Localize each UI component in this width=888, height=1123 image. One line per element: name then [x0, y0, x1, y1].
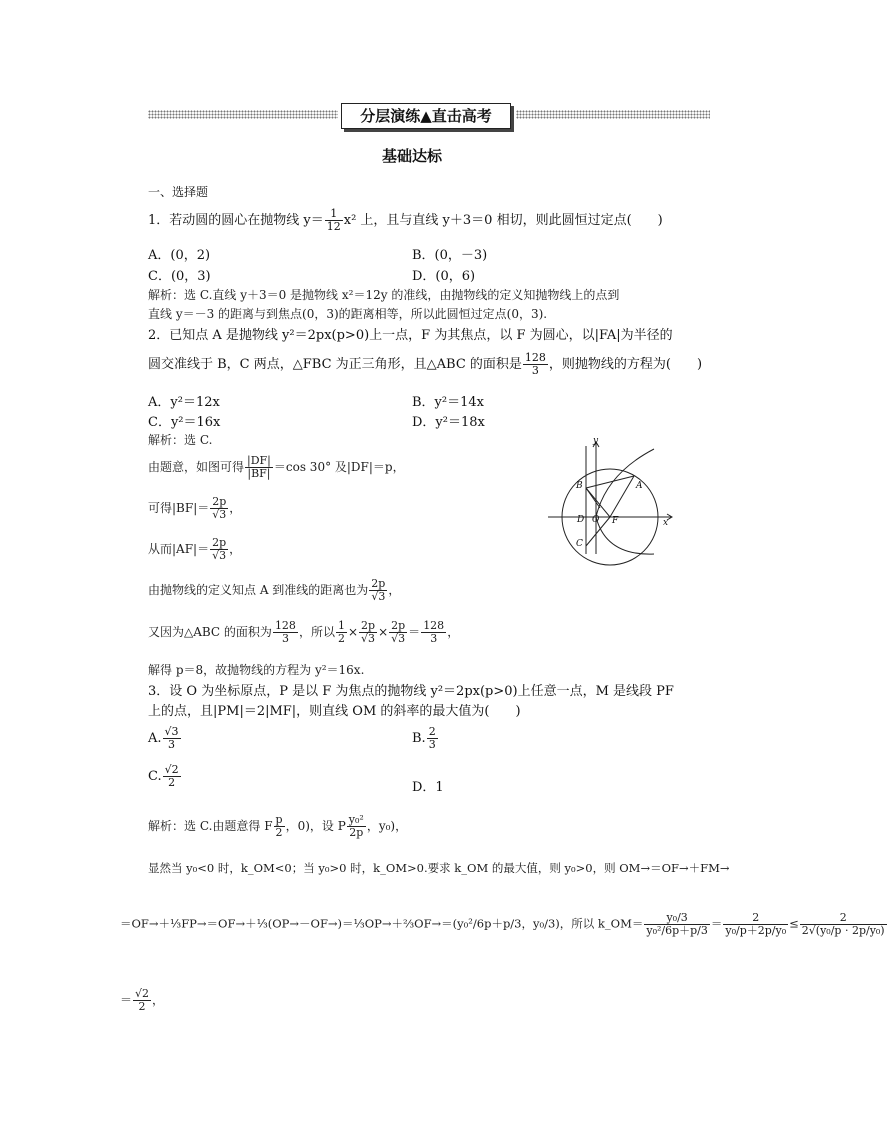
q2-l4a: 由抛物线的定义知点 A 到准线的距离也为	[148, 583, 369, 597]
q2-l4b: ，	[388, 583, 401, 597]
q2-option-c: C．y²＝16x	[148, 415, 221, 430]
q1-frac-num: 1	[325, 208, 343, 221]
q3-an3-eq: ＝	[710, 916, 723, 931]
q2-l2b: ，	[229, 501, 242, 515]
q1-option-a: A．(0，2)	[148, 248, 211, 263]
q2-l3-den: √3	[212, 549, 227, 562]
q3-opt-b-num: 2	[428, 725, 436, 738]
header-dots-right	[516, 110, 710, 119]
q3-analysis-2: 显然当 y₀<0 时，k_OM<0；当 y₀>0 时，k_OM>0.要求 k_OM 的最大值，则 y₀>0，则 OM→＝OF→＋FM→	[148, 861, 730, 875]
q2-l3a: 从而|AF|＝	[148, 542, 210, 556]
q2-area-num: 128	[524, 351, 546, 364]
q3-an3-le: ≤	[789, 916, 799, 931]
q3-stem-2: 上的点，且|PM|＝2|MF|，则直线 OM 的斜率的最大值为( )	[148, 704, 521, 719]
q3-an3-f1-den: y₀²/6p＋p/3	[646, 924, 708, 937]
q2-l5-frac-a	[359, 620, 377, 645]
fig-parabola	[596, 449, 654, 554]
q3-opt-c-label: C.	[148, 769, 162, 784]
q3-opt-a-den: 3	[168, 738, 176, 751]
q2-analysis-head: 解析：选 C.	[148, 433, 213, 447]
q2-l5-b-num: 2p	[391, 619, 406, 632]
q3-an4b: ，	[152, 993, 165, 1007]
q3-an3-f1-num: y₀/3	[644, 912, 710, 925]
q2-l5-res-num: 128	[423, 619, 445, 632]
q2-l5-half-den: 2	[337, 632, 345, 645]
q2-line-6: 解得 p＝8，故抛物线的方程为 y²＝16x.	[148, 663, 365, 677]
q2-l2-num: 2p	[212, 495, 227, 508]
q3-an3-f2-num: 2	[723, 912, 788, 925]
q1-frac-den: 12	[326, 220, 341, 233]
q3-option-b	[412, 726, 439, 751]
q3-an3: ＝OF→＋⅓FP→＝OF→＋⅓(OP→－OF→)＝⅓OP→＋⅔OF→＝(y₀²/6p＋p/3，y₀/3)，所以 k_OM＝	[120, 916, 644, 931]
q2-l5-area-den: 3	[281, 632, 289, 645]
q3-option-d: D．1	[412, 780, 444, 795]
q2-l4-frac	[369, 578, 387, 603]
header-dots-left	[148, 110, 338, 119]
q3-an4-frac	[133, 988, 151, 1013]
q2-l3-num: 2p	[212, 536, 227, 549]
q3-opt-c-frac	[163, 764, 181, 789]
q1-stem-b: x² 上，且与直线 y＋3＝0 相切，则此圆恒过定点( )	[343, 213, 663, 228]
q3-an3-frac-2	[723, 912, 788, 937]
q2-l3-frac	[210, 537, 228, 562]
q2-option-b: B．y²＝14x	[412, 395, 484, 410]
q2-l5a: 又因为△ABC 的面积为	[148, 625, 272, 639]
q3-an3-frac-3	[800, 912, 887, 937]
q3-an3-f2-den: y₀/p＋2p/y₀	[725, 924, 787, 937]
q2-line-5	[148, 620, 459, 645]
q3-option-a	[148, 726, 182, 751]
fig-label-o: O	[592, 515, 600, 525]
q3-analysis-4	[120, 988, 164, 1013]
q3-an4-num: √2	[135, 987, 150, 1000]
q2-stem-2a: 圆交准线于 B，C 两点，△FBC 为正三角形，且△ABC 的面积是	[148, 357, 522, 372]
fig-label-y: y	[593, 436, 599, 446]
q2-l5-frac-b	[389, 620, 407, 645]
q3-opt-a-label: A.	[148, 731, 162, 746]
q3-an3-f3-den: 2√(y₀/p · 2p/y₀)	[801, 924, 885, 937]
q3-an1-frac-f	[274, 814, 285, 839]
q2-option-a: A．y²＝12x	[148, 395, 220, 410]
q2-line-2	[148, 496, 241, 521]
q2-l5-a-num: 2p	[361, 619, 376, 632]
q1-analysis-1: 解析：选 C.直线 y＋3＝0 是抛物线 x²＝12y 的准线，由抛物线的定义知抛物线上的点到	[148, 288, 620, 302]
q3-an1b: ，0)，设 P	[285, 819, 346, 833]
q2-area-frac	[523, 352, 548, 377]
q2-figure	[546, 436, 676, 558]
q3-an4-den: 2	[138, 1000, 146, 1013]
q2-l5-a-den: √3	[361, 632, 376, 645]
q3-stem-1: 3．设 O 为坐标原点，P 是以 F 为焦点的抛物线 y²＝2px(p>0)上任意一点，M 是线段 PF	[148, 684, 674, 699]
section-banner: 分层演练▲直击高考	[341, 103, 511, 129]
fig-line-bd	[586, 488, 600, 508]
q2-l1-den: |BF|	[247, 467, 271, 480]
sub-banner: 基础达标	[356, 144, 468, 168]
q2-area-den: 3	[531, 364, 539, 377]
q3-opt-c-num: √2	[164, 763, 179, 776]
q3-an1-frac-p	[347, 814, 366, 839]
q3-opt-b-frac	[427, 726, 438, 751]
q1-stem	[148, 208, 663, 233]
q3-opt-c-den: 2	[168, 776, 176, 789]
q3-opt-a-num: √3	[164, 725, 179, 738]
q2-l5-area-num: 128	[274, 619, 296, 632]
q3-an4a: ＝	[120, 993, 133, 1007]
q2-l1b: ＝cos 30° 及|DF|＝p，	[273, 460, 405, 474]
q2-l5-b-den: √3	[391, 632, 406, 645]
q2-l3b: ，	[229, 542, 242, 556]
q2-l5-half-num: 1	[337, 619, 345, 632]
q3-opt-a-frac	[163, 726, 181, 751]
q1-option-b: B．(0，－3)	[412, 248, 488, 263]
fig-label-a: A	[636, 481, 643, 491]
q3-an1-p-num: y₀²	[348, 813, 364, 826]
q1-stem-a: 1．若动圆的圆心在抛物线 y＝	[148, 213, 324, 228]
q3-an1-f-num: p	[275, 813, 283, 826]
q3-opt-b-label: B.	[412, 731, 426, 746]
q3-analysis-3	[120, 912, 888, 937]
q2-line-1	[148, 455, 405, 480]
q3-an3-frac-1	[644, 912, 710, 937]
q1-fraction	[325, 208, 343, 233]
fig-label-x: x	[663, 518, 669, 528]
q2-l5-frac-res	[421, 620, 446, 645]
q2-line-3	[148, 537, 241, 562]
q2-l5-frac-area	[273, 620, 298, 645]
q2-l2-den: √3	[212, 508, 227, 521]
q3-an1a: 解析：选 C.由题意得 F	[148, 819, 273, 833]
q2-stem-1: 2．已知点 A 是抛物线 y²＝2px(p>0)上一点，F 为其焦点，以 F 为圆心，以|FA|为半径的	[148, 328, 673, 343]
q2-l5-times-2: ×	[378, 625, 389, 639]
q3-an1-f-den: 2	[275, 826, 283, 839]
q2-l1a: 由题意，如图可得	[148, 460, 245, 474]
q3-opt-b-den: 3	[428, 738, 436, 751]
fig-label-f: F	[612, 516, 619, 526]
q3-an1c: ，y₀)，	[366, 819, 408, 833]
q2-l4-num: 2p	[371, 577, 386, 590]
q2-line-4	[148, 578, 400, 603]
q2-option-d: D．y²＝18x	[412, 415, 485, 430]
q2-l5-frac-half	[336, 620, 347, 645]
section-title: 一、选择题	[148, 185, 209, 199]
q2-l2-frac	[210, 496, 228, 521]
q2-l5c: ，	[447, 625, 460, 639]
q1-option-c: C．(0，3)	[148, 269, 211, 284]
fig-label-c: C	[576, 539, 583, 549]
fig-line-fa	[610, 476, 634, 517]
q1-option-d: D．(0，6)	[412, 269, 476, 284]
q2-stem-2	[148, 352, 702, 377]
q2-l1-num: |DF|	[247, 454, 271, 467]
q2-l2a: 可得|BF|＝	[148, 501, 210, 515]
q2-l5-res-den: 3	[430, 632, 438, 645]
q2-stem-2b: ，则抛物线的方程为( )	[548, 357, 703, 372]
fig-label-d: D	[577, 515, 585, 525]
q2-l5b: ，所以	[298, 625, 335, 639]
q3-option-c	[148, 764, 182, 789]
q3-an3-f3-num: 2	[800, 912, 887, 925]
fig-label-b: B	[576, 481, 583, 491]
q2-l5-times-1: ×	[347, 625, 359, 639]
q2-l1-frac	[245, 455, 273, 480]
q3-analysis-1	[148, 814, 407, 839]
q3-an1-p-den: 2p	[349, 826, 364, 839]
q2-l5-eq: ＝	[408, 625, 421, 639]
q2-l4-den: √3	[371, 590, 386, 603]
q1-analysis-2: 直线 y＝－3 的距离与到焦点(0，3)的距离相等，所以此圆恒过定点(0，3).	[148, 307, 548, 321]
